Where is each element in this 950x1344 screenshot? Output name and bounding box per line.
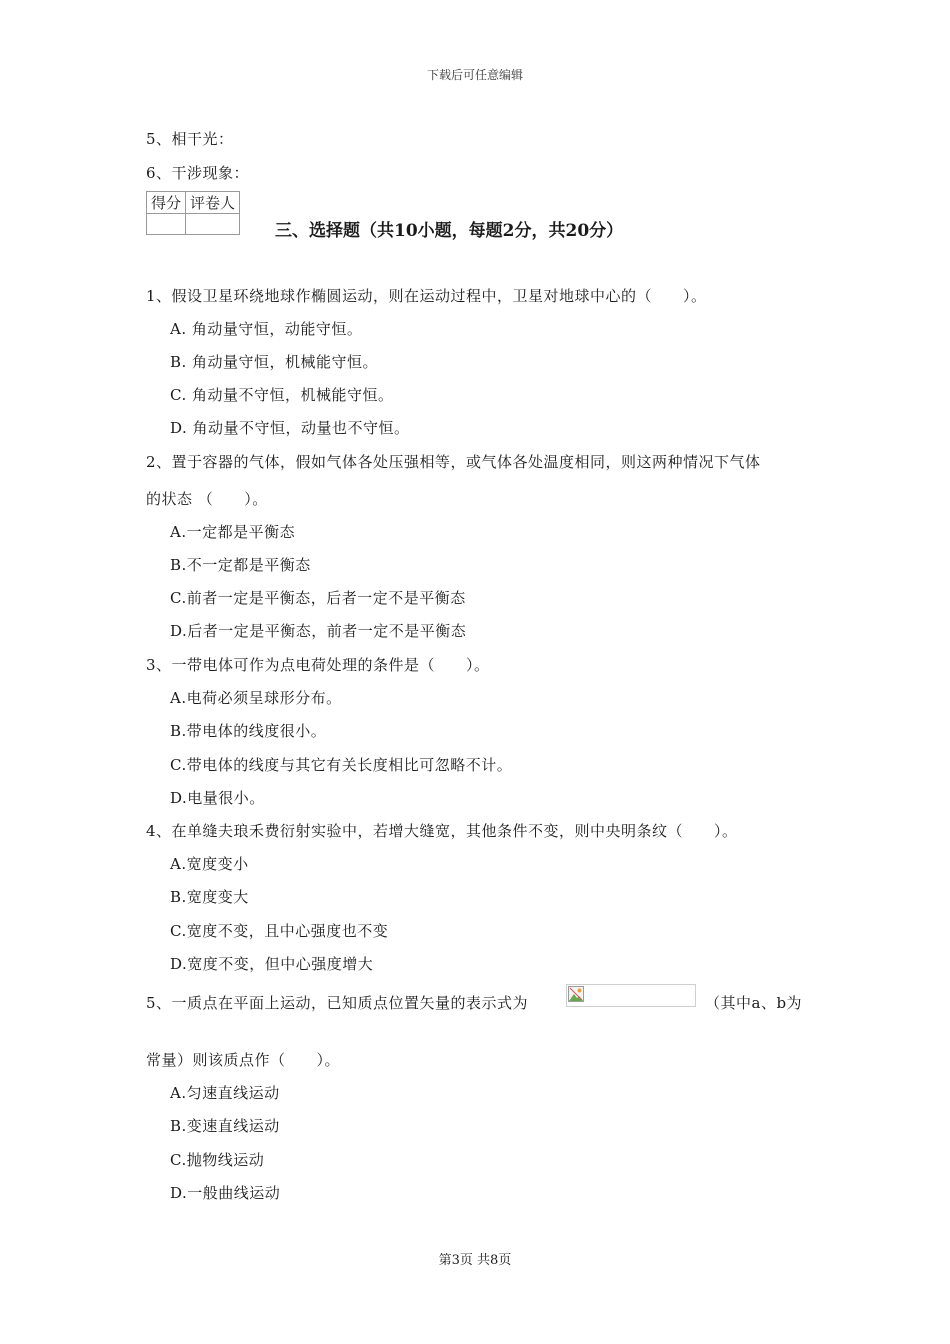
question-1-option-b: B. 角动量守恒，机械能守恒。 [170, 353, 379, 371]
question-1-option-a: A. 角动量守恒，动能守恒。 [170, 320, 363, 338]
question-3-option-a: A.电荷必须呈球形分布。 [170, 689, 342, 707]
question-2-option-d: D.后者一定是平衡态，前者一定不是平衡态 [170, 622, 467, 640]
header-note: 下载后可任意编辑 [426, 68, 523, 82]
question-5-option-b: B.变速直线运动 [170, 1117, 280, 1135]
question-4-option-c: C.宽度不变，且中心强度也不变 [170, 922, 389, 940]
question-3-option-b: B.带电体的线度很小。 [170, 722, 327, 740]
section-title: 三、选择题（共10小题，每题2分，共20分） [275, 221, 624, 241]
grader-cell [186, 214, 240, 235]
question-4-stem: 4、在单缝夫琅禾费衍射实验中，若增大缝宽，其他条件不变，则中央明条纹（ ）。 [146, 822, 738, 840]
question-2-option-c: C.前者一定是平衡态，后者一定不是平衡态 [170, 589, 466, 607]
page-footer: 第3页 共8页 [438, 1253, 512, 1268]
score-header: 得分 [147, 192, 186, 214]
question-3-option-c: C.带电体的线度与其它有关长度相比可忽略不计。 [170, 756, 513, 774]
question-1-stem: 1、假设卫星环绕地球作椭圆运动，则在运动过程中，卫星对地球中心的（ ）。 [146, 287, 707, 305]
question-5-stem-line2: 常量）则该质点作（ ）。 [146, 1051, 341, 1069]
question-4-option-b: B.宽度变大 [170, 888, 249, 906]
grader-header: 评卷人 [186, 192, 240, 214]
question-2-stem-line2: 的状态 （ ）。 [146, 490, 268, 508]
formula-image [566, 984, 696, 1007]
intro-item-5: 5、相干光： [146, 130, 234, 148]
question-5-option-c: C.抛物线运动 [170, 1151, 265, 1169]
question-5-option-a: A.匀速直线运动 [170, 1084, 280, 1102]
question-3-stem: 3、一带电体可作为点电荷处理的条件是（ ）。 [146, 656, 490, 674]
question-5-stem-before: 5、一质点在平面上运动，已知质点位置矢量的表示式为 [146, 994, 529, 1012]
question-3-option-d: D.电量很小。 [170, 789, 265, 807]
score-cell [147, 214, 186, 235]
question-2-stem-line1: 2、置于容器的气体，假如气体各处压强相等，或气体各处温度相同，则这两种情况下气体 [146, 453, 761, 471]
question-5-stem-after: （其中a、b为 [705, 994, 803, 1012]
question-5-option-d: D.一般曲线运动 [170, 1184, 281, 1202]
question-4-option-d: D.宽度不变，但中心强度增大 [170, 955, 374, 973]
score-table [146, 191, 240, 235]
question-1-option-d: D. 角动量不守恒，动量也不守恒。 [170, 419, 410, 437]
question-1-option-c: C. 角动量不守恒，机械能守恒。 [170, 386, 394, 404]
question-4-option-a: A.宽度变小 [170, 855, 249, 873]
intro-item-6: 6、干涉现象： [146, 164, 250, 182]
question-2-option-b: B.不一定都是平衡态 [170, 556, 311, 574]
question-2-option-a: A.一定都是平衡态 [170, 523, 296, 541]
broken-image-icon [568, 986, 584, 1002]
